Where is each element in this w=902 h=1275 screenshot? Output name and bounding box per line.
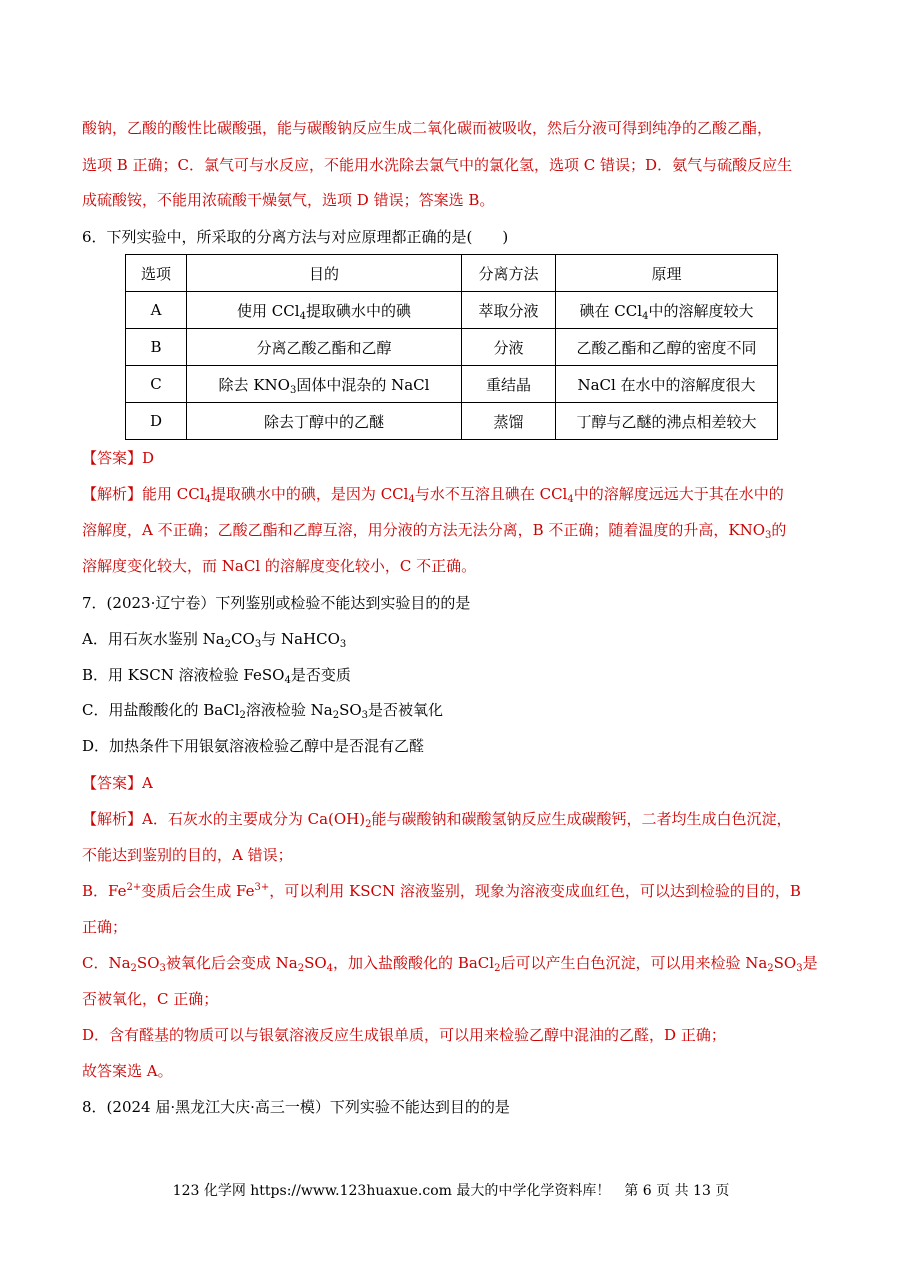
q6-explanation-line-3: 溶解度变化较大，而 NaCl 的溶解度变化较小，C 不正确。 — [82, 557, 477, 575]
q6-explanation-line-2: 溶解度，A 不正确；乙酸乙酯和乙醇互溶，用分液的方法无法分离，B 不正确；随着温度的升高，$KNO_3$的 — [82, 521, 787, 541]
page-footer: 123 化学网 https://www.123huaxue.com 最大的中学化学资料库！ 第 6 页 共 13 页 — [172, 1183, 730, 1199]
table-row — [126, 366, 778, 403]
header-goal: 目的 — [187, 255, 462, 292]
q7-explanation-line-6: 否被氧化，C 正确； — [82, 990, 219, 1008]
row-goal: 除去 $KNO_3$固体中混杂的 NaCl — [187, 366, 462, 403]
q7-option-d: D．加热条件下用银氨溶液检验乙醇中是否混有乙醛 — [82, 737, 425, 755]
header-method: 分离方法 — [462, 255, 556, 292]
row-goal: 除去丁醇中的乙醚 — [187, 403, 462, 440]
table-row — [126, 292, 778, 329]
row-option: A — [126, 292, 187, 329]
row-method: 分液 — [462, 329, 556, 366]
header-principle: 原理 — [556, 255, 778, 292]
row-principle: 丁醇与乙醚的沸点相差较大 — [556, 403, 778, 440]
q7-stem: 7．(2023·辽宁卷）下列鉴别或检验不能达到实验目的的是 — [82, 594, 471, 612]
row-principle: 乙酸乙酯和乙醇的密度不同 — [556, 329, 778, 366]
row-principle: 碘在 CCl$_4$中的溶解度较大 — [556, 292, 778, 329]
row-principle: NaCl 在水中的溶解度很大 — [556, 366, 778, 403]
q6-table — [125, 254, 778, 440]
row-goal: 使用 CCl$_4$提取碘水中的碘 — [187, 292, 462, 329]
q7-explanation-line-2: 不能达到鉴别的目的，A 错误； — [82, 846, 293, 864]
row-method: 重结晶 — [462, 366, 556, 403]
prev-explanation-line-2: 选项 B 正确；C．氯气可与水反应，不能用水洗除去氯气中的氯化氢，选项 C 错误；D．氨气与硫酸反应生 — [82, 156, 793, 174]
q7-option-b: B．用 KSCN 溶液检验 FeSO$_4$是否变质 — [82, 666, 351, 686]
q7-option-a: A．用石灰水鉴别 $Na_2CO_3$与 NaHCO$_3$ — [82, 630, 347, 650]
q7-explanation-line-7: D．含有醛基的物质可以与银氨溶液反应生成银单质，可以用来检验乙醇中混油的乙醛，D 正确； — [82, 1026, 726, 1044]
q7-explanation-line-3: B．$Fe^{2+}$变质后会生成 $Fe^{3+}$，可以利用 KSCN 溶液鉴别，现象为溶液变成血红色，可以达到检验的目的，B — [82, 882, 801, 900]
row-method: 蒸馏 — [462, 403, 556, 440]
row-option: D — [126, 403, 187, 440]
table-row — [126, 403, 778, 440]
q6-explanation-line-1: 【解析】能用 CCl$_4$提取碘水中的碘，是因为 CCl$_4$与水不互溶且碘在 CCl$_4$中的溶解度远远大于其在水中的 — [82, 485, 784, 505]
table-header-row — [126, 255, 778, 292]
prev-explanation-line-3: 成硫酸铵，不能用浓硫酸干燥氨气，选项 D 错误；答案选 B。 — [82, 191, 495, 209]
row-goal: 分离乙酸乙酯和乙醇 — [187, 329, 462, 366]
row-option: B — [126, 329, 187, 366]
row-method: 萃取分液 — [462, 292, 556, 329]
q6-stem: 6．下列实验中，所采取的分离方法与对应原理都正确的是( ) — [82, 228, 509, 246]
q8-stem: 8．(2024 届·黑龙江大庆·高三一模）下列实验不能达到目的的是 — [82, 1098, 510, 1116]
q7-answer: 【答案】A — [82, 774, 153, 792]
q7-explanation-line-5: C．$Na_2SO_3$被氧化后会变成 $Na_2SO_4$，加入盐酸酸化的 BaCl$_2$后可以产生白色沉淀，可以用来检验 $Na_2SO_3$是 — [82, 954, 818, 974]
q7-explanation-line-8: 故答案选 A。 — [82, 1062, 173, 1080]
row-option: C — [126, 366, 187, 403]
q7-explanation-line-4: 正确； — [82, 918, 128, 936]
q7-option-c: C．用盐酸酸化的 BaCl$_2$溶液检验 $Na_2SO_3$是否被氧化 — [82, 701, 444, 721]
q7-explanation-line-1: 【解析】A．石灰水的主要成分为 $Ca(OH)_2$能与碳酸钠和碳酸氢钠反应生成碳酸钙，二者均生成白色沉淀， — [82, 810, 792, 830]
table-row — [126, 329, 778, 366]
prev-explanation-line-1: 酸钠，乙酸的酸性比碳酸强，能与碳酸钠反应生成二氧化碳而被吸收，然后分液可得到纯净的乙酸乙酯， — [82, 119, 773, 137]
header-option: 选项 — [126, 255, 187, 292]
q6-answer: 【答案】D — [82, 449, 155, 467]
